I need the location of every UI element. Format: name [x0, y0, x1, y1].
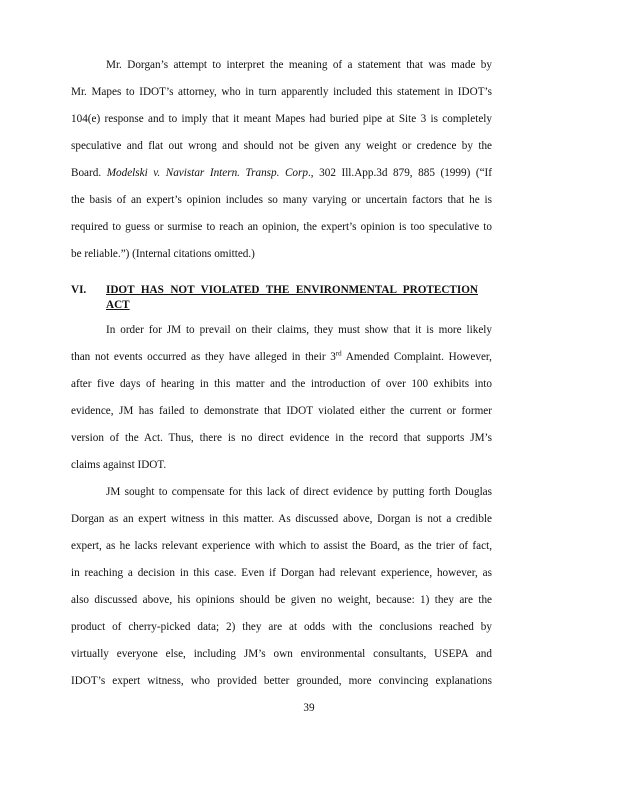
paragraph3-line2: Dorgan as an expert witness in this matter. As discussed above, Dorgan is not a credible: [71, 513, 492, 525]
paragraph1-line8: be reliable.”) (Internal citations omitted.): [71, 248, 255, 260]
paragraph3-line7: virtually everyone else, including JM’s own environmental consultants, USEPA and: [71, 648, 492, 660]
paragraph1-line4: speculative and flat out wrong and should not be given any weight or credence by the: [71, 140, 492, 152]
ordinal-suffix: rd: [335, 349, 342, 358]
section-title-line2: ACT: [106, 299, 130, 311]
paragraph3-line4: in reaching a decision in this case. Even if Dorgan had relevant experience, however, as: [71, 567, 492, 579]
paragraph1-line1: Mr. Dorgan’s attempt to interpret the meaning of a statement that was made by: [106, 59, 492, 71]
paragraph1-line3: 104(e) response and to imply that it meant Mapes had buried pipe at Site 3 is completely: [71, 113, 492, 125]
line2-pre: than not events occurred as they have alleged in their 3: [71, 351, 336, 363]
paragraph1-line7: required to guess or surmise to reach an opinion, the expert’s opinion is too speculative to: [71, 221, 492, 233]
paragraph2-line5: version of the Act. Thus, there is no direct evidence in the record that supports JM’s: [71, 432, 492, 444]
paragraph2-line1: In order for JM to prevail on their claims, they must show that it is more likely: [106, 324, 492, 336]
page-number: 39: [303, 702, 315, 714]
paragraph3-line1: JM sought to compensate for this lack of direct evidence by putting forth Douglas: [106, 486, 492, 498]
paragraph2-line3: after five days of hearing in this matter and the introduction of over 100 exhibits into: [71, 378, 492, 390]
paragraph1-line2: Mr. Mapes to IDOT’s attorney, who in turn apparently included this statement in IDOT’s: [71, 86, 492, 98]
section-number: VI.: [71, 284, 87, 296]
paragraph2-line6: claims against IDOT.: [71, 459, 167, 471]
line5-post: ., 302 Ill.App.3d 879, 885 (1999) (“If: [307, 167, 492, 179]
paragraph3-line3: expert, as he lacks relevant experience with which to assist the Board, as the trier of fact,: [71, 540, 492, 552]
line2-post: Amended Complaint. However,: [341, 351, 492, 363]
paragraph2-line2: [71, 350, 492, 364]
line5-pre: Board.: [71, 167, 102, 179]
case-citation: Modelski v. Navistar Intern. Transp. Corp: [106, 167, 308, 179]
paragraph3-line5: also discussed above, his opinions should be given no weight, because: 1) they are the: [71, 594, 492, 606]
paragraph1-line5: [71, 166, 492, 180]
paragraph1-line6: the basis of an expert’s opinion includes so many varying or uncertain factors that he is: [71, 194, 492, 206]
paragraph3-line8: IDOT’s expert witness, who provided better grounded, more convincing explanations: [71, 675, 492, 687]
paragraph2-line4: evidence, JM has failed to demonstrate that IDOT violated either the current or former: [71, 405, 492, 417]
section-title-line1: IDOT HAS NOT VIOLATED THE ENVIRONMENTAL PROTECTION: [106, 284, 478, 296]
paragraph3-line6: product of cherry-picked data; 2) they are at odds with the conclusions reached by: [71, 621, 492, 633]
